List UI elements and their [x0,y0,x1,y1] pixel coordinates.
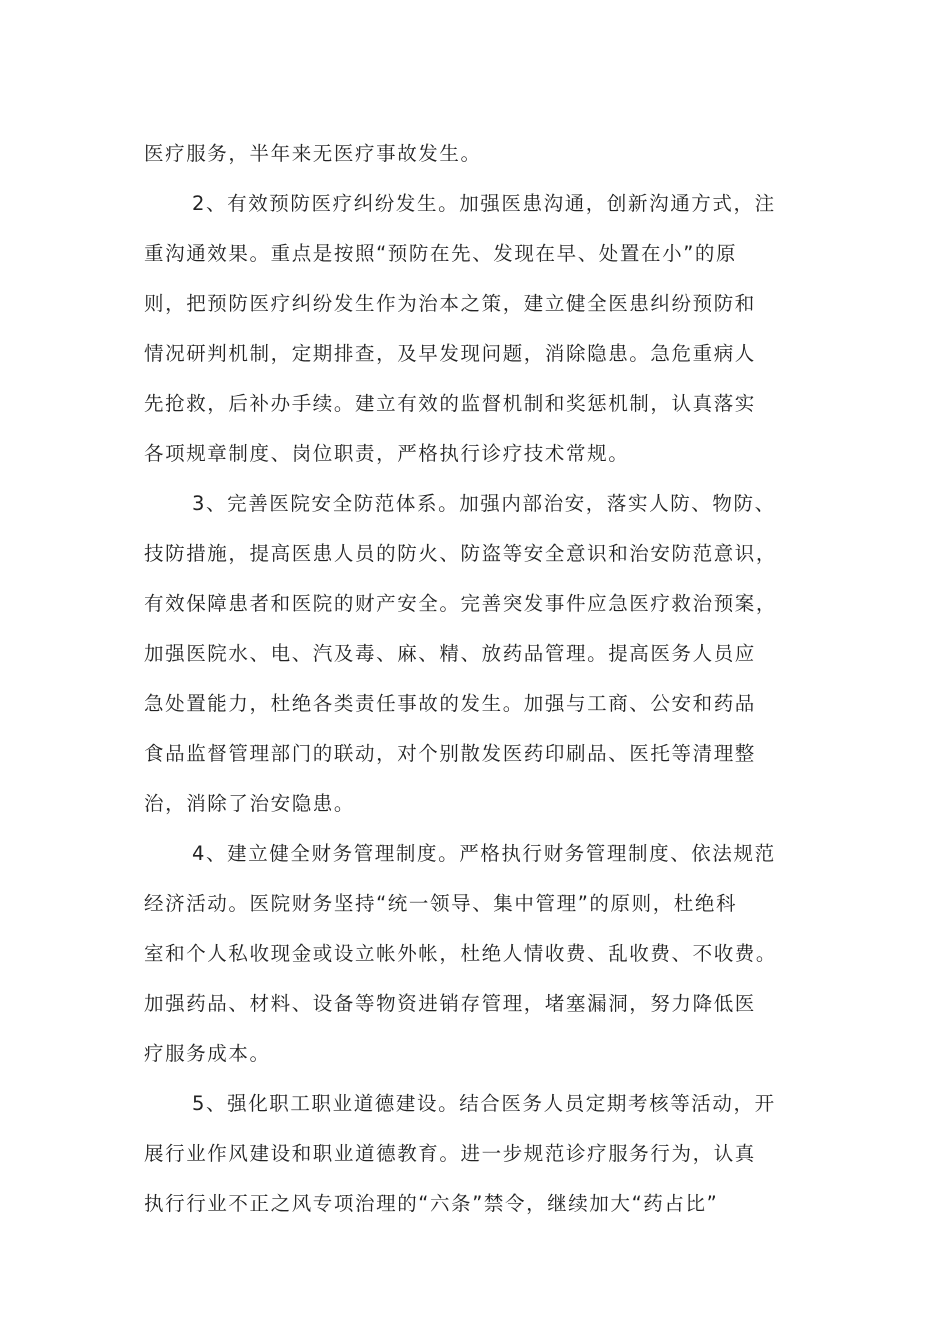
text-line: 加强医院水、电、汽及毒、麻、精、放药品管理。提高医务人员应 [144,642,756,665]
text-line: 医疗服务，半年来无医疗事故发生。 [144,142,482,165]
text-line: 重沟通效果。重点是按照“预防在先、发现在早、处置在小”的原 [144,242,738,265]
text-line: 4、建立健全财务管理制度。严格执行财务管理制度、依法规范 [192,842,776,865]
text-line: 疗服务成本。 [144,1042,271,1065]
text-line: 2、有效预防医疗纠纷发生。加强医患沟通，创新沟通方式，注 [192,192,776,215]
text-line: 室和个人私收现金或设立帐外帐，杜绝人情收费、乱收费、不收费。 [144,942,778,965]
text-line: 有效保障患者和医院的财产安全。完善突发事件应急医疗救治预案， [144,592,778,615]
text-line: 急处置能力，杜绝各类责任事故的发生。加强与工商、公安和药品 [144,692,756,715]
text-line: 加强药品、材料、设备等物资进销存管理，堵塞漏洞，努力降低医 [144,992,756,1015]
text-line: 治，消除了治安隐患。 [144,792,356,815]
text-line: 先抢救，后补办手续。建立有效的监督机制和奖惩机制，认真落实 [144,392,756,415]
text-line: 经济活动。医院财务坚持“统一领导、集中管理”的原则，杜绝科 [144,892,738,915]
text-line: 5、强化职工职业道德建设。结合医务人员定期考核等活动，开 [192,1092,776,1115]
text-line: 执行行业不正之风专项治理的“六条”禁令，继续加大“药占比” [144,1192,719,1215]
text-line: 食品监督管理部门的联动，对个别散发医药印刷品、医托等清理整 [144,742,756,765]
text-line: 各项规章制度、岗位职责，严格执行诊疗技术常规。 [144,442,630,465]
text-line: 技防措施，提高医患人员的防火、防盗等安全意识和治安防范意识， [144,542,778,565]
text-line: 情况研判机制，定期排查，及早发现问题，消除隐患。急危重病人 [144,342,756,365]
text-line: 展行业作风建设和职业道德教育。进一步规范诊疗服务行为，认真 [144,1142,756,1165]
text-line: 3、完善医院安全防范体系。加强内部治安，落实人防、物防、 [192,492,776,515]
text-line: 则，把预防医疗纠纷发生作为治本之策，建立健全医患纠纷预防和 [144,292,756,315]
